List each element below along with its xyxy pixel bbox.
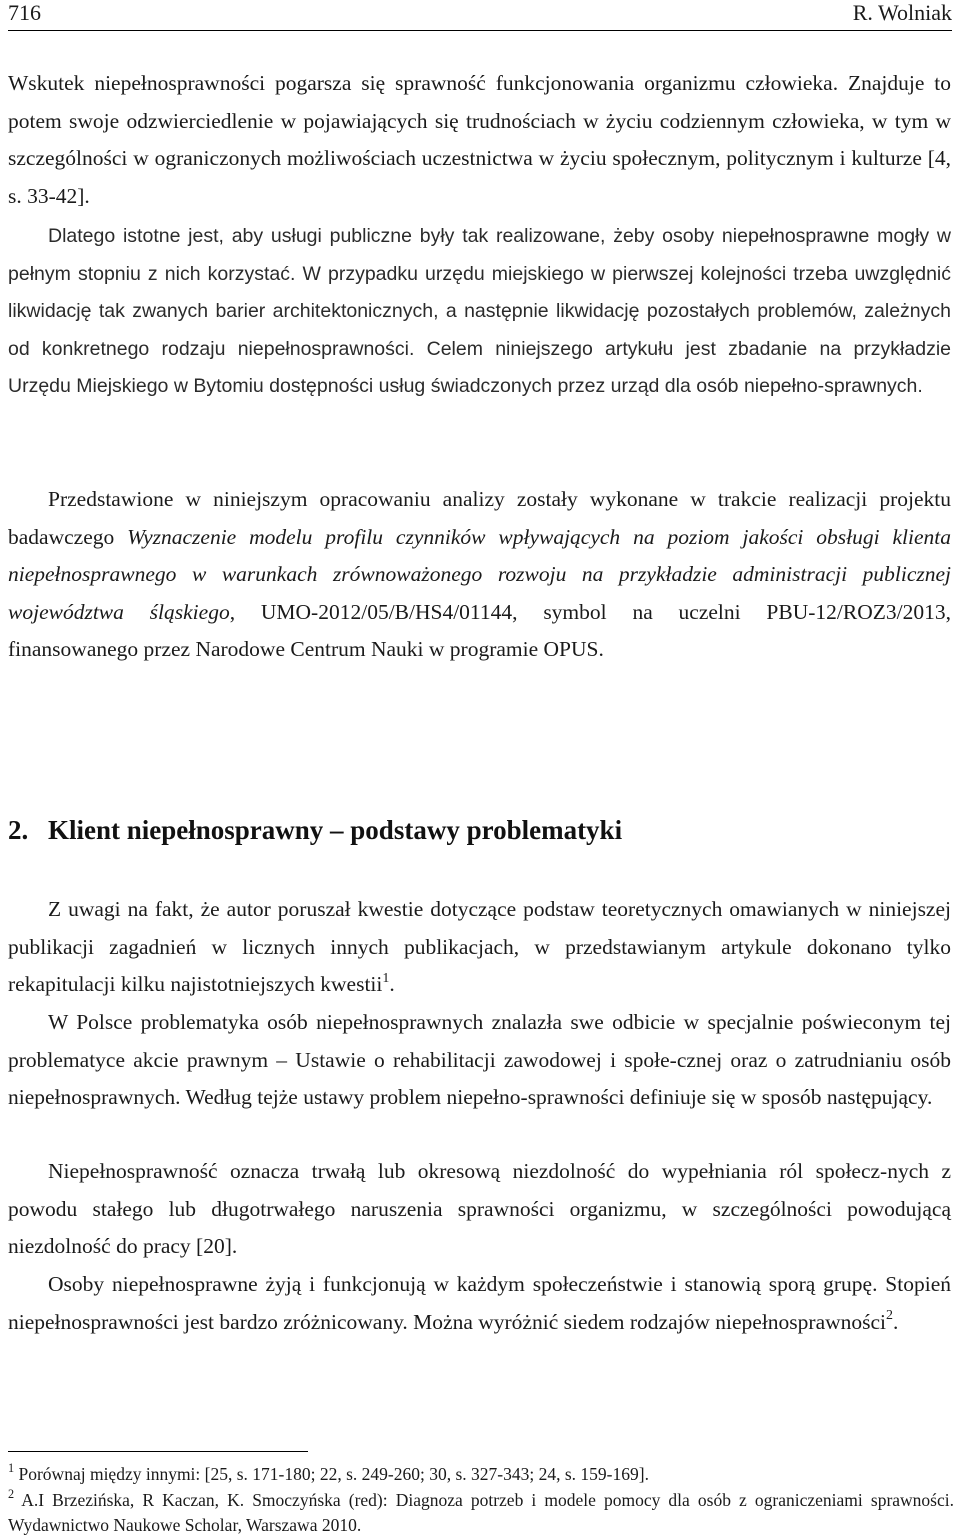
footnote-separator [8, 1451, 308, 1452]
footnote-ref-2: 2 [886, 1308, 894, 1324]
section-title: Klient niepełnosprawny – podstawy problematyki [48, 815, 623, 845]
paragraph-5 [8, 1004, 951, 1117]
paragraph-4 [8, 891, 951, 1004]
footnote-2-mark: 2 [8, 1486, 15, 1501]
section-heading [8, 810, 622, 850]
paragraph-7-end: . [893, 1309, 899, 1334]
page-number: 716 [8, 0, 41, 25]
footnote-2 [8, 1488, 954, 1538]
running-header [8, 0, 952, 31]
footnote-1-mark: 1 [8, 1460, 15, 1475]
project-title: Wyznaczenie modelu profilu czynników wpływających na poziom jakości obsługi klienta niepełnosprawnego w warunkach zrównoważonego rozwoju na przykładzie administracji publicznej województwa śląskiego [8, 524, 951, 624]
running-author: R. Wolniak [852, 0, 952, 25]
footnote-1 [8, 1462, 954, 1487]
paragraph-1 [8, 65, 951, 215]
paragraph-7-text: Osoby niepełnosprawne żyją i funkcjonują w każdym społeczeństwie i stanowią sporą grupę. Stopień niepełnosprawności jest bardzo zróżnicowany. Można wyróżnić siedem rodzajów niepełnosprawności [8, 1272, 951, 1334]
footnote-2-text: A.I Brzezińska, R Kaczan, K. Smoczyńska (red): Diagnoza potrzeb i modele pomocy dla osób z ograniczeniami sprawności. Wydawnictwo Naukowe Scholar, Warszawa 2010. [8, 1490, 954, 1535]
paragraph-6 [8, 1153, 951, 1266]
footnote-1-text: Porównaj między innymi: [25, s. 171-180; 22, s. 249-260; 30, s. 327-343; 24, s. 159-169]. [14, 1464, 649, 1484]
paragraph-4-end: . [389, 972, 395, 997]
paragraph-2-text-b: W przypadku urzędu miejskiego w pierwszej kolejności trzeba uwzględnić likwidację tak zwanych barier architektonicznych, a następnie likwidację pozostałych problemów, zależnych od konkretnego rodzaju niepełnosprawności. Celem niniejszego artykułu jest zbadanie na przykładzie Urzędu Miejskiego w Bytomiu dostępności usług świadczonych przez urząd dla osób niepełno-sprawnych. [8, 262, 951, 397]
paragraph-2 [8, 218, 951, 406]
paragraph-3-text-b: , UMO-2012/05/B/HS4/01144, symbol na uczelni PBU-12/ROZ3/2013, finansowanego przez Narodowe Centrum Nauki w programie OPUS. [8, 599, 951, 662]
paragraph-3 [8, 481, 951, 669]
section-number: 2. [8, 815, 29, 845]
paragraph-6-text: Niepełnosprawność oznacza trwałą lub okresową niezdolność do wypełniania ról społecz-nych z powodu stałego lub długotrwałego naruszenia sprawności organizmu, w szczególności powodującą niezdolność do pracy [20]. [8, 1159, 951, 1259]
paragraph-2-text-a: Dlatego istotne jest, aby usługi publiczne były tak realizowane, żeby osoby niepełnosprawne mogły w pełnym stopniu z nich korzystać. [8, 225, 951, 285]
paragraph-7 [8, 1266, 951, 1341]
paragraph-1-text: Wskutek niepełnosprawności pogarsza się sprawność funkcjonowania organizmu człowieka. Znajduje to potem swoje odzwierciedlenie w pojawiających się trudnościach w życiu codziennym człowieka, w tym w szczególności w ograniczonych możliwościach uczestnictwa w życiu społecznym, politycznym i kulturze [4, s. 33-42]. [8, 71, 951, 208]
paragraph-3-text-a: Przedstawione w niniejszym opracowaniu analizy zostały wykonane w trakcie realizacji projektu badawczego [8, 487, 951, 549]
footnote-ref-1: 1 [382, 970, 390, 986]
paragraph-4-text: Z uwagi na fakt, że autor poruszał kwestie dotyczące podstaw teoretycznych omawianych w niniejszej publikacji zagadnień w licznych innych publikacjach, w przedstawianym artykule dokonano tylko rekapitulacji kilku najistotniejszych kwestii [8, 897, 951, 997]
paragraph-5-text: W Polsce problematyka osób niepełnosprawnych znalazła swe odbicie w specjalnie poświeconym tej problematyce akcie prawnym – Ustawie o rehabilitacji zawodowej i społe-cznej oraz o zatrudnianiu osób niepełnosprawnych. Według tejże ustawy problem niepełno-sprawności definiuje się w sposób następujący. [8, 1010, 951, 1110]
